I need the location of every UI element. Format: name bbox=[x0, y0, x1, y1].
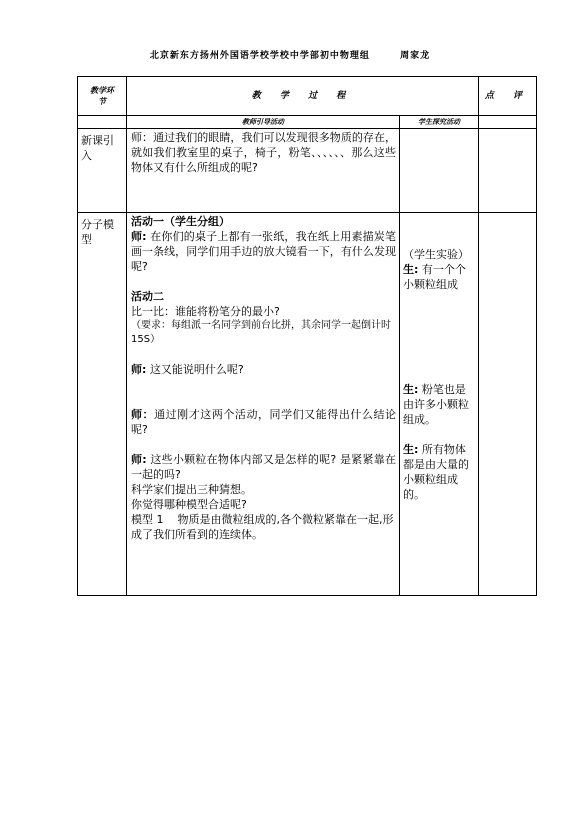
table-subheader-row bbox=[78, 116, 537, 129]
teacher-question: 师: 这些小颗粒在物体内部又是怎样的呢? 是紧紧靠在一起的吗? bbox=[131, 453, 396, 481]
segment-cell bbox=[78, 129, 127, 213]
teacher-activity-cell bbox=[127, 213, 400, 596]
activity-title: 活动一（学生分组） bbox=[131, 215, 230, 228]
model-question: 你觉得哪种模型合适呢? bbox=[131, 498, 247, 511]
teacher-question: 师：通过刚才这两个活动，同学们又能得出什么结论呢? bbox=[131, 408, 397, 436]
col-segment-header: 教学环节 bbox=[78, 77, 127, 116]
school-name: 北京新东方扬州外国语学校学校中学部初中物理组 bbox=[149, 51, 370, 61]
activity-text: 师: 在你们的桌子上都有一张纸，我在纸上用素描炭笔画一条线，同学们用手边的放大镜看一下，有什么发现呢? bbox=[131, 230, 396, 273]
table-row bbox=[78, 129, 537, 213]
student-answer: 生: 有一个个小颗粒组成 bbox=[403, 263, 466, 291]
student-answer: 生: 粉笔也是由许多小颗粒组成。 bbox=[403, 383, 469, 426]
col-comment-header: 点 评 bbox=[479, 77, 537, 116]
col-process-header: 教 学 过 程 bbox=[127, 77, 479, 116]
teacher-question: 师: 这又能说明什么呢? bbox=[131, 363, 244, 376]
subheader-empty bbox=[78, 116, 127, 129]
page-header bbox=[0, 48, 580, 61]
sub-student-header: 学生探究活动 bbox=[400, 116, 479, 129]
table-header-row bbox=[78, 77, 537, 116]
table-row bbox=[78, 213, 537, 596]
segment-label: 分子模型 bbox=[81, 218, 114, 246]
subheader-comment-empty bbox=[479, 116, 537, 129]
segment-label: 新课引入 bbox=[81, 134, 114, 162]
activity-title: 活动二 bbox=[131, 290, 164, 303]
student-activity-cell bbox=[400, 129, 479, 213]
teacher-activity-cell bbox=[127, 129, 400, 213]
student-activity-cell bbox=[400, 213, 479, 596]
segment-cell bbox=[78, 213, 127, 596]
student-experiment-label: （学生实验） bbox=[403, 248, 469, 261]
comment-cell bbox=[479, 129, 537, 213]
author-name: 周家龙 bbox=[400, 51, 431, 61]
guess-line: 科学家们提出三种猜想。 bbox=[131, 483, 252, 496]
sub-teacher-header: 教师引导活动 bbox=[127, 116, 400, 129]
lesson-plan-table bbox=[77, 76, 537, 596]
comment-cell bbox=[479, 213, 537, 596]
model-1-text: 模型 1 物质是由微粒组成的,各个微粒紧靠在一起,形成了我们所看到的连续体。 bbox=[131, 513, 394, 541]
intro-paragraph: 师：通过我们的眼睛，我们可以发现很多物质的存在，就如我们教室里的桌子，椅子，粉笔、、、、、、那么这些物体又有什么所组成的呢? bbox=[131, 131, 397, 174]
activity-requirement: （要求：每组派一名同学到前台比拼，其余同学一起倒计时 15S） bbox=[131, 320, 391, 345]
activity-text: 比一比：谁能将粉笔分的最小? bbox=[131, 305, 280, 318]
student-answer: 生: 所有物体都是由大量的小颗粒组成的。 bbox=[403, 443, 469, 501]
